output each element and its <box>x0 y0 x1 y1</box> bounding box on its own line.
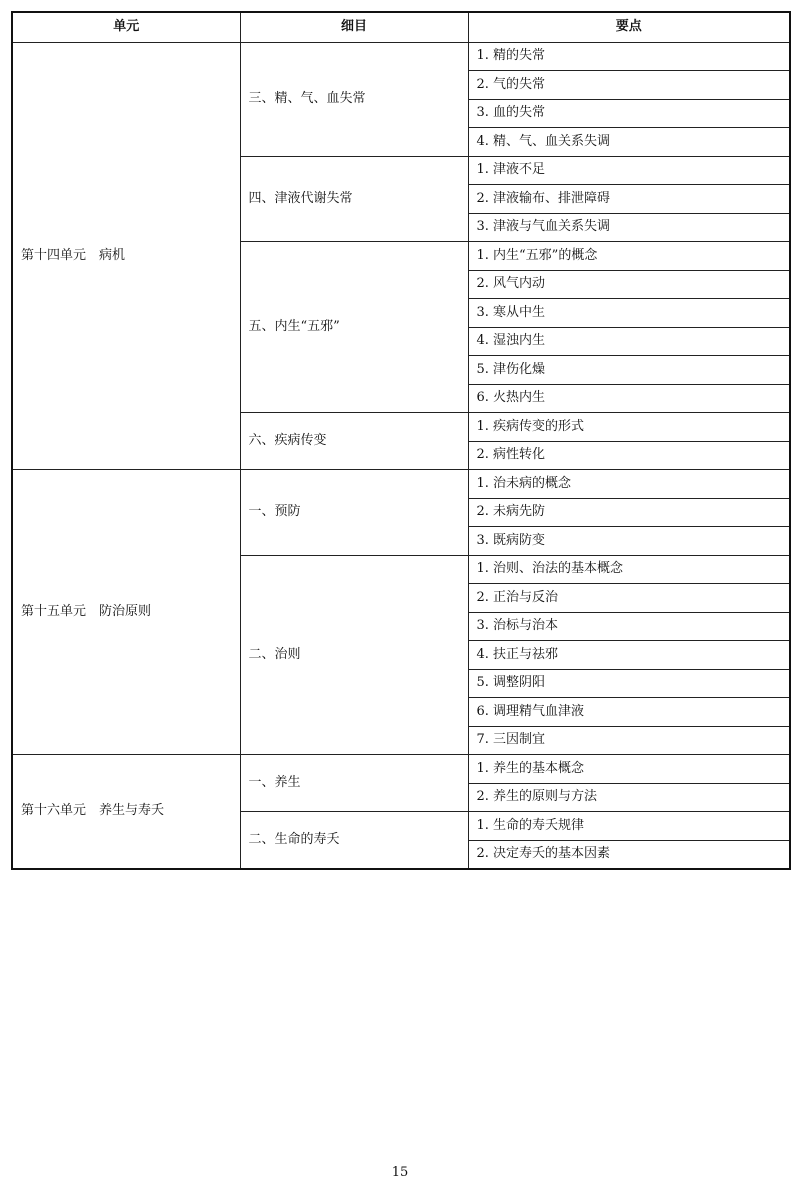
point-cell: 2. 决定寿夭的基本因素 <box>468 840 790 869</box>
table-body <box>12 42 790 869</box>
point-cell: 3. 津液与气血关系失调 <box>468 213 790 242</box>
header-points: 要点 <box>468 12 790 42</box>
detail-cell: 一、养生 <box>240 755 468 812</box>
point-cell: 1. 疾病传变的形式 <box>468 413 790 442</box>
point-cell: 2. 正治与反治 <box>468 584 790 613</box>
detail-cell: 三、精、气、血失常 <box>240 42 468 156</box>
point-cell: 3. 治标与治本 <box>468 612 790 641</box>
point-cell: 1. 治则、治法的基本概念 <box>468 555 790 584</box>
point-cell: 4. 湿浊内生 <box>468 327 790 356</box>
point-cell: 5. 津伤化燥 <box>468 356 790 385</box>
point-cell: 6. 调理精气血津液 <box>468 698 790 727</box>
table-row <box>12 42 790 71</box>
point-cell: 2. 气的失常 <box>468 71 790 100</box>
detail-cell: 二、生命的寿夭 <box>240 812 468 869</box>
detail-cell: 二、治则 <box>240 555 468 755</box>
point-cell: 1. 津液不足 <box>468 156 790 185</box>
point-cell: 2. 风气内动 <box>468 270 790 299</box>
point-cell: 1. 治未病的概念 <box>468 470 790 499</box>
table-row <box>12 755 790 784</box>
page-number: 15 <box>391 1165 409 1180</box>
point-cell: 1. 内生“五邪”的概念 <box>468 242 790 271</box>
point-cell: 2. 病性转化 <box>468 441 790 470</box>
point-cell: 5. 调整阴阳 <box>468 669 790 698</box>
point-cell: 3. 既病防变 <box>468 527 790 556</box>
header-unit: 单元 <box>12 12 240 42</box>
point-cell: 1. 养生的基本概念 <box>468 755 790 784</box>
point-cell: 4. 扶正与祛邪 <box>468 641 790 670</box>
point-cell: 1. 生命的寿夭规律 <box>468 812 790 841</box>
unit-cell: 第十四单元 病机 <box>12 42 240 470</box>
unit-cell: 第十六单元 养生与寿夭 <box>12 755 240 869</box>
point-cell: 2. 养生的原则与方法 <box>468 783 790 812</box>
header-row <box>12 12 790 42</box>
detail-cell: 四、津液代谢失常 <box>240 156 468 242</box>
point-cell: 4. 精、气、血关系失调 <box>468 128 790 157</box>
point-cell: 2. 未病先防 <box>468 498 790 527</box>
syllabus-table <box>11 11 791 870</box>
detail-cell: 六、疾病传变 <box>240 413 468 470</box>
point-cell: 3. 寒从中生 <box>468 299 790 328</box>
point-cell: 3. 血的失常 <box>468 99 790 128</box>
point-cell: 1. 精的失常 <box>468 42 790 71</box>
unit-cell: 第十五单元 防治原则 <box>12 470 240 755</box>
point-cell: 7. 三因制宜 <box>468 726 790 755</box>
header-detail: 细目 <box>240 12 468 42</box>
detail-cell: 一、预防 <box>240 470 468 556</box>
table-row <box>12 470 790 499</box>
point-cell: 2. 津液输布、排泄障碍 <box>468 185 790 214</box>
point-cell: 6. 火热内生 <box>468 384 790 413</box>
detail-cell: 五、内生“五邪” <box>240 242 468 413</box>
